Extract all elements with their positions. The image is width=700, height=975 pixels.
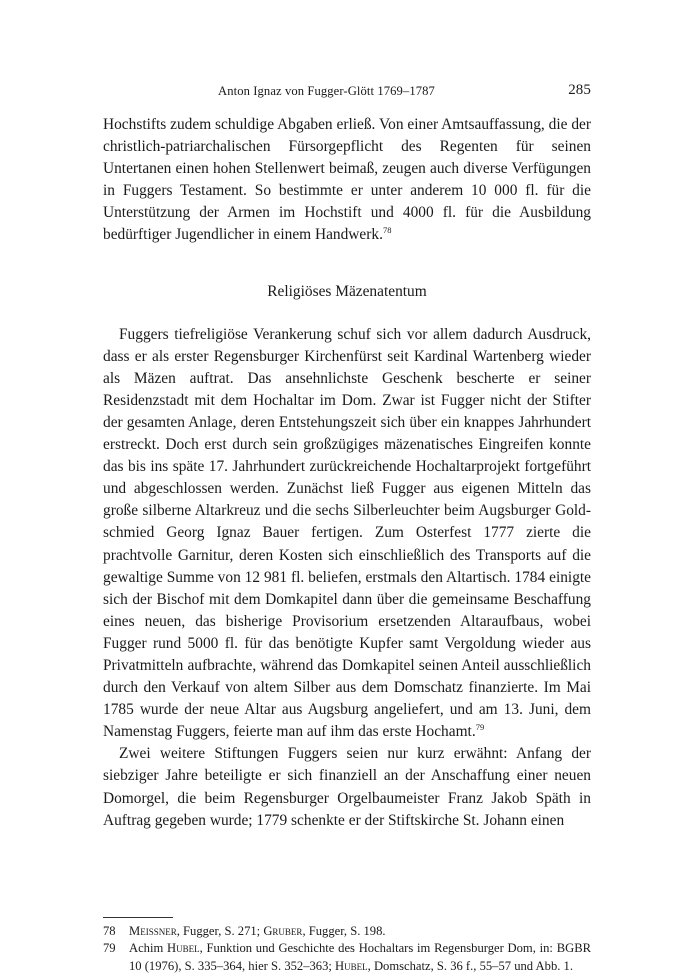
footnote-text: , Domschatz, S. 36 f., 55–57 und Abb. 1. (367, 958, 573, 973)
footnote-text: , Funktion und Geschichte des Hochaltars im Regensburger Dom, in: BGBR 10 (1976), S. 335–364, hier S. 352–363; (129, 941, 591, 973)
paragraph-text: Fuggers tiefreligiöse Verankerung schuf sich vor allem dadurch Ausdruck, dass er als erster Regensburger Kirchenfürst seit Kardinal Wartenberg wieder als Mäzen auftrat. Das ansehnlichste Geschenk bescherte er seiner Residenzstadt mit dem Hochaltar im Dom. Zwar ist Fugger nicht der Stifter der gesamten Anlage, deren Entstehungszeit sich über ein knappes Jahrhundert erstreckt. Doch erst durch sein großzügiges mäzenatisches Eingreifen konnte das bis ins späte 17. Jahrhundert zurückreichende Hochaltarprojekt fortgeführt und abgeschlossen werden. Zunächst ließ Fugger aus eigenen Mitteln das große silberne Altarkreuz und die sechs Silberleuchter beim Augsburger Goldschmied Georg Ignaz Bauer fertigen. Zum Osterfest 1777 zierte die prachtvolle Garnitur, deren Kosten sich einschließlich des Transports auf die gewaltige Summe von 12 981 fl. beliefen, erstmals den Altartisch. 1784 einigte sich der Bischof mit dem Domkapitel dann über die gemeinsame Beschaffung eines neuen, das bisherige Provisorium ersetzenden Altaraufbaus, wobei Fugger rund 5000 fl. für das benötigte Kupfer samt Vergoldung wieder aus Privatmitteln aufbrachte, während das Domkapitel seinen Anteil ausschließlich durch den Verkauf von altem Silber aus dem Domschatz finanzierte. Im Mai 1785 wurde der neue Altar aus Augsburg angeliefert, und am 13. Juni, dem Namenstag Fuggers, feierte man auf ihm das erste Hochamt. (103, 325, 591, 741)
paragraph-text: Zwei weitere Stiftungen Fuggers seien nur kurz erwähnt: Anfang der siebziger Jahre beteiligte er sich finanziell an der Anschaffung einer neuen Domorgel, die beim Regensburger Orgelbaumeister Franz Jakob Späth in Auftrag gegeben wurde; 1779 schenkte er der Stiftskirche St. Johann einen (103, 745, 591, 829)
paragraph (103, 324, 591, 744)
footnote (103, 940, 591, 975)
running-head (103, 82, 591, 102)
running-title: Anton Ignaz von Fugger-Glött 1769–1787 (218, 84, 435, 98)
footnote-divider (103, 917, 173, 918)
section-heading: Religiöses Mäzenatentum (267, 282, 427, 300)
footnote-text: , Fugger, S. 198. (302, 923, 386, 938)
paragraph (103, 743, 591, 831)
footnote-reference[interactable]: 78 (382, 225, 392, 236)
footnote-reference[interactable]: 79 (475, 722, 485, 733)
footnote-author: Hubel (335, 958, 368, 973)
footnote (103, 923, 591, 941)
footnotes (103, 923, 591, 975)
page-number: 285 (568, 82, 591, 98)
footnote-author: Gruber (263, 923, 303, 938)
body-text (103, 114, 591, 832)
footnote-text: , Fugger, S. 271; (176, 923, 264, 938)
paragraph (103, 114, 591, 247)
footnote-author: Meissner (129, 923, 177, 938)
paragraph-text: Hochstifts zudem schuldige Abgaben erließ. Von einer Amtsauffassung, die der christlich-patriarchalischen Fürsorgepflicht des Regenten für seinen Untertanen einen hohen Stellenwert beimaß, zeugen auch diverse Verfügungen in Fuggers Testament. So bestimmte er unter anderem 10 000 fl. für die Unterstützung der Armen im Hochstift und 4000 fl. für die Ausbildung bedürftiger Jugendlicher in einem Handwerk. (103, 116, 591, 244)
footnote-number: 78 (103, 923, 116, 938)
footnote-author: Hubel (167, 941, 200, 956)
footnote-number: 79 (103, 941, 116, 956)
footnote-text: Achim (129, 941, 168, 956)
book-page (103, 82, 591, 975)
